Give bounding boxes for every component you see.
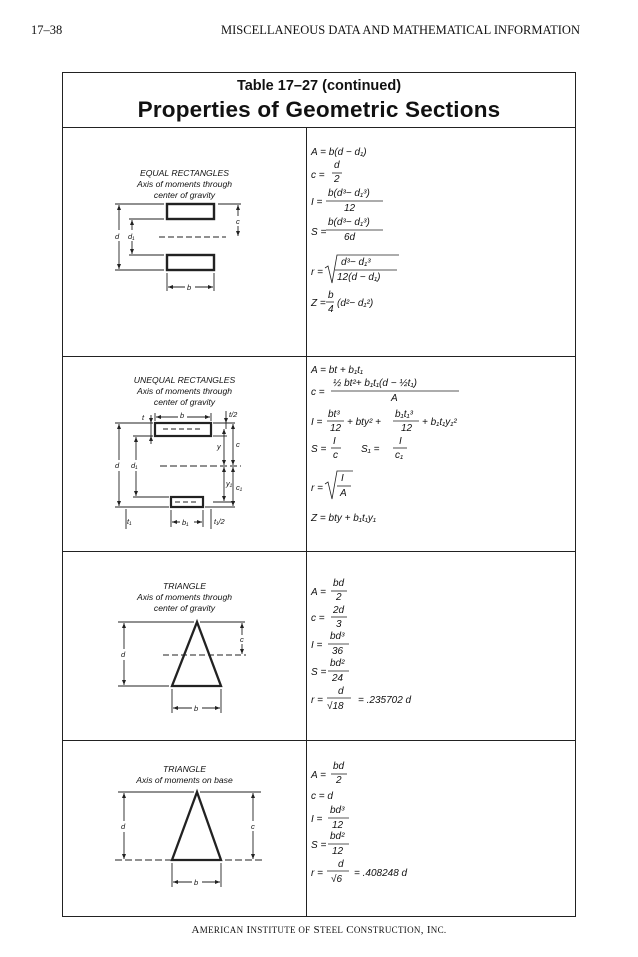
fraction-denominator: 12 — [344, 203, 356, 214]
fraction-denominator: 2 — [334, 174, 340, 185]
dim-label-y1: y₁ — [226, 479, 233, 488]
formula-S-lhs: S = — [311, 227, 327, 238]
caption-line: Axis of moments through — [136, 179, 233, 189]
fraction-numerator: bd³ — [330, 631, 345, 642]
formula-term: + bty² + — [347, 417, 381, 428]
footer-initial: S — [313, 924, 320, 936]
fraction-numerator: b(d³− d₁³) — [328, 188, 370, 199]
fraction-denominator: c — [333, 450, 338, 461]
caption-line: UNEQUAL RECTANGLES — [133, 375, 236, 385]
caption-line: center of gravity — [153, 397, 216, 407]
fraction-numerator: d — [338, 859, 344, 870]
dim-label-b: b — [194, 878, 199, 887]
formula-I-lhs: I = — [311, 640, 323, 651]
dim-label-b: b — [180, 411, 185, 420]
dim-label-c: c — [236, 217, 240, 226]
formula-r-lhs: r = — [311, 267, 323, 278]
formula-term: + b₁t₁y₁² — [422, 417, 457, 428]
fraction-numerator: bd² — [330, 831, 345, 842]
formula-r-value: = .408248 d — [354, 868, 408, 879]
formula-area: A = b(d − d₁) — [311, 147, 367, 158]
dim-label-c: c — [251, 822, 255, 831]
fraction-numerator: b(d³− d₁³) — [328, 217, 370, 228]
fraction-denominator: 12(d − d₁) — [337, 272, 381, 283]
footer-word: NSTITUTE OF — [250, 925, 311, 935]
dim-label-c: c — [236, 440, 240, 449]
formula-I-lhs: I = — [311, 814, 323, 825]
table-frame — [62, 72, 576, 917]
page-number: 17–38 — [31, 23, 63, 37]
footer-initial: I — [246, 924, 251, 936]
fraction-denominator: 12 — [332, 846, 344, 857]
row-divider — [63, 551, 575, 552]
formula-I-lhs: I = — [311, 197, 323, 208]
formula-r-lhs: r = — [311, 483, 323, 494]
dim-label-c1: c₁ — [236, 483, 243, 492]
fraction-numerator: d — [334, 160, 340, 171]
section-caption — [63, 168, 306, 201]
fraction-denominator: A — [340, 488, 347, 499]
section-caption — [63, 764, 306, 786]
dim-label-d1: d₁ — [128, 232, 135, 241]
caption-line: TRIANGLE — [163, 764, 206, 774]
fraction-numerator: I — [341, 473, 344, 484]
fraction-numerator: I — [333, 436, 336, 447]
fraction-denominator: 12 — [330, 423, 342, 434]
formula-c-lhs: c = — [311, 613, 325, 624]
formula-Z: Z = bty + b₁t₁y₁ — [311, 513, 377, 524]
formula-area: A = bt + b₁t₁ — [311, 365, 364, 376]
fraction-numerator: bd² — [330, 658, 345, 669]
fraction-numerator: bt³ — [328, 409, 340, 420]
fraction-numerator: I — [399, 436, 402, 447]
caption-line: Axis of moments on base — [136, 775, 233, 785]
caption-line: TRIANGLE — [163, 581, 206, 591]
dim-label-d: d — [121, 650, 126, 659]
fraction-denominator: 2 — [336, 592, 342, 603]
dim-label-d: d — [121, 822, 126, 831]
fraction-denominator: 12 — [401, 423, 413, 434]
dim-label-t1-half: t₁/2 — [214, 517, 225, 526]
formula-S-lhs: S = — [311, 840, 327, 851]
dim-label-t1: t₁ — [127, 517, 132, 526]
dim-label-d1: d₁ — [131, 461, 138, 470]
fraction-numerator: d — [338, 686, 344, 697]
column-divider — [306, 127, 307, 916]
fraction-denominator: A — [391, 393, 398, 404]
section-caption — [63, 375, 306, 408]
fraction-denominator: 2 — [336, 775, 342, 786]
footer-word: ONSTRUCTION — [353, 925, 421, 935]
caption-line: Axis of moments through — [136, 386, 233, 396]
footer-word: NC. — [430, 925, 447, 935]
formula-S-lhs: S = — [311, 444, 327, 455]
fraction-denominator: c₁ — [395, 450, 404, 461]
footer-word: MERICAN — [199, 925, 244, 935]
formula-r-value: = .235702 d — [358, 695, 412, 706]
fraction-numerator: bd³ — [330, 805, 345, 816]
fraction-numerator: bd — [333, 578, 345, 589]
row-divider — [63, 356, 575, 357]
fraction-numerator: b₁t₁³ — [395, 409, 413, 420]
row-divider — [63, 740, 575, 741]
fraction-denominator: 3 — [336, 619, 342, 630]
table-continued-label: Table 17–27 (continued) — [236, 78, 402, 94]
footer-initial: C — [346, 924, 354, 936]
fraction-numerator: ½ bt²+ b₁t₁(d − ½t₁) — [333, 378, 417, 389]
equal-rectangles-diagram — [63, 198, 306, 298]
fraction-denominator: 24 — [332, 673, 344, 684]
caption-line: center of gravity — [153, 603, 216, 613]
caption-line: Axis of moments through — [136, 592, 233, 602]
dim-label-d: d — [115, 461, 120, 470]
publisher-footer: AMERICAN INSTITUTE OF STEEL CONSTRUCTION, INC. — [191, 924, 447, 936]
dim-label-b: b — [194, 704, 199, 713]
formula-r-lhs: r = — [311, 695, 323, 706]
formula-Z-rest: (d²− d₁²) — [337, 298, 374, 309]
formula-c-lhs: c = — [311, 170, 325, 181]
fraction-denominator: 12 — [332, 820, 344, 831]
dim-label-b1: b₁ — [182, 518, 189, 527]
dim-label-b: b — [187, 283, 192, 292]
fraction-denominator: √18 — [327, 701, 344, 712]
dim-label-t: t — [142, 413, 145, 422]
caption-line: center of gravity — [153, 190, 216, 200]
formula-A-lhs: A = — [311, 587, 326, 598]
unequal-rectangles-diagram — [63, 407, 306, 532]
dim-label-t-half: t/2 — [229, 410, 238, 419]
fraction-denominator: √6 — [331, 874, 343, 885]
running-title: MISCELLANEOUS DATA AND MATHEMATICAL INFORMATION — [221, 23, 580, 37]
formula-Z-lhs: Z = — [311, 298, 326, 309]
fraction-denominator: 36 — [332, 646, 344, 657]
fraction-denominator: 6d — [344, 232, 356, 243]
fraction-numerator: b — [328, 290, 334, 301]
formula-S1-lhs: S₁ = — [361, 444, 380, 455]
fraction-numerator: 2d — [333, 605, 345, 616]
formula-A-lhs: A = — [311, 770, 326, 781]
formula-c-lhs: c = — [311, 387, 325, 398]
table-title-block — [63, 73, 575, 128]
formula-c: c = d — [311, 791, 333, 802]
dim-label-d: d — [115, 232, 120, 241]
dim-label-c: c — [240, 635, 244, 644]
footer-word: TEEL — [319, 925, 344, 935]
formula-S-lhs: S = — [311, 667, 327, 678]
caption-line: EQUAL RECTANGLES — [140, 168, 229, 178]
table-title: Properties of Geometric Sections — [137, 97, 501, 122]
triangle-cg-diagram — [63, 616, 306, 721]
fraction-numerator: d³− d₁³ — [341, 257, 371, 268]
fraction-numerator: bd — [333, 761, 345, 772]
formula-I-lhs: I = — [311, 417, 323, 428]
section-caption — [63, 581, 306, 614]
formula-r-lhs: r = — [311, 868, 323, 879]
triangle-base-diagram — [63, 787, 306, 897]
dim-label-y: y — [217, 442, 221, 451]
footer-initial: A — [191, 924, 200, 936]
fraction-denominator: 4 — [328, 304, 334, 315]
footer-initial: I — [426, 924, 431, 936]
